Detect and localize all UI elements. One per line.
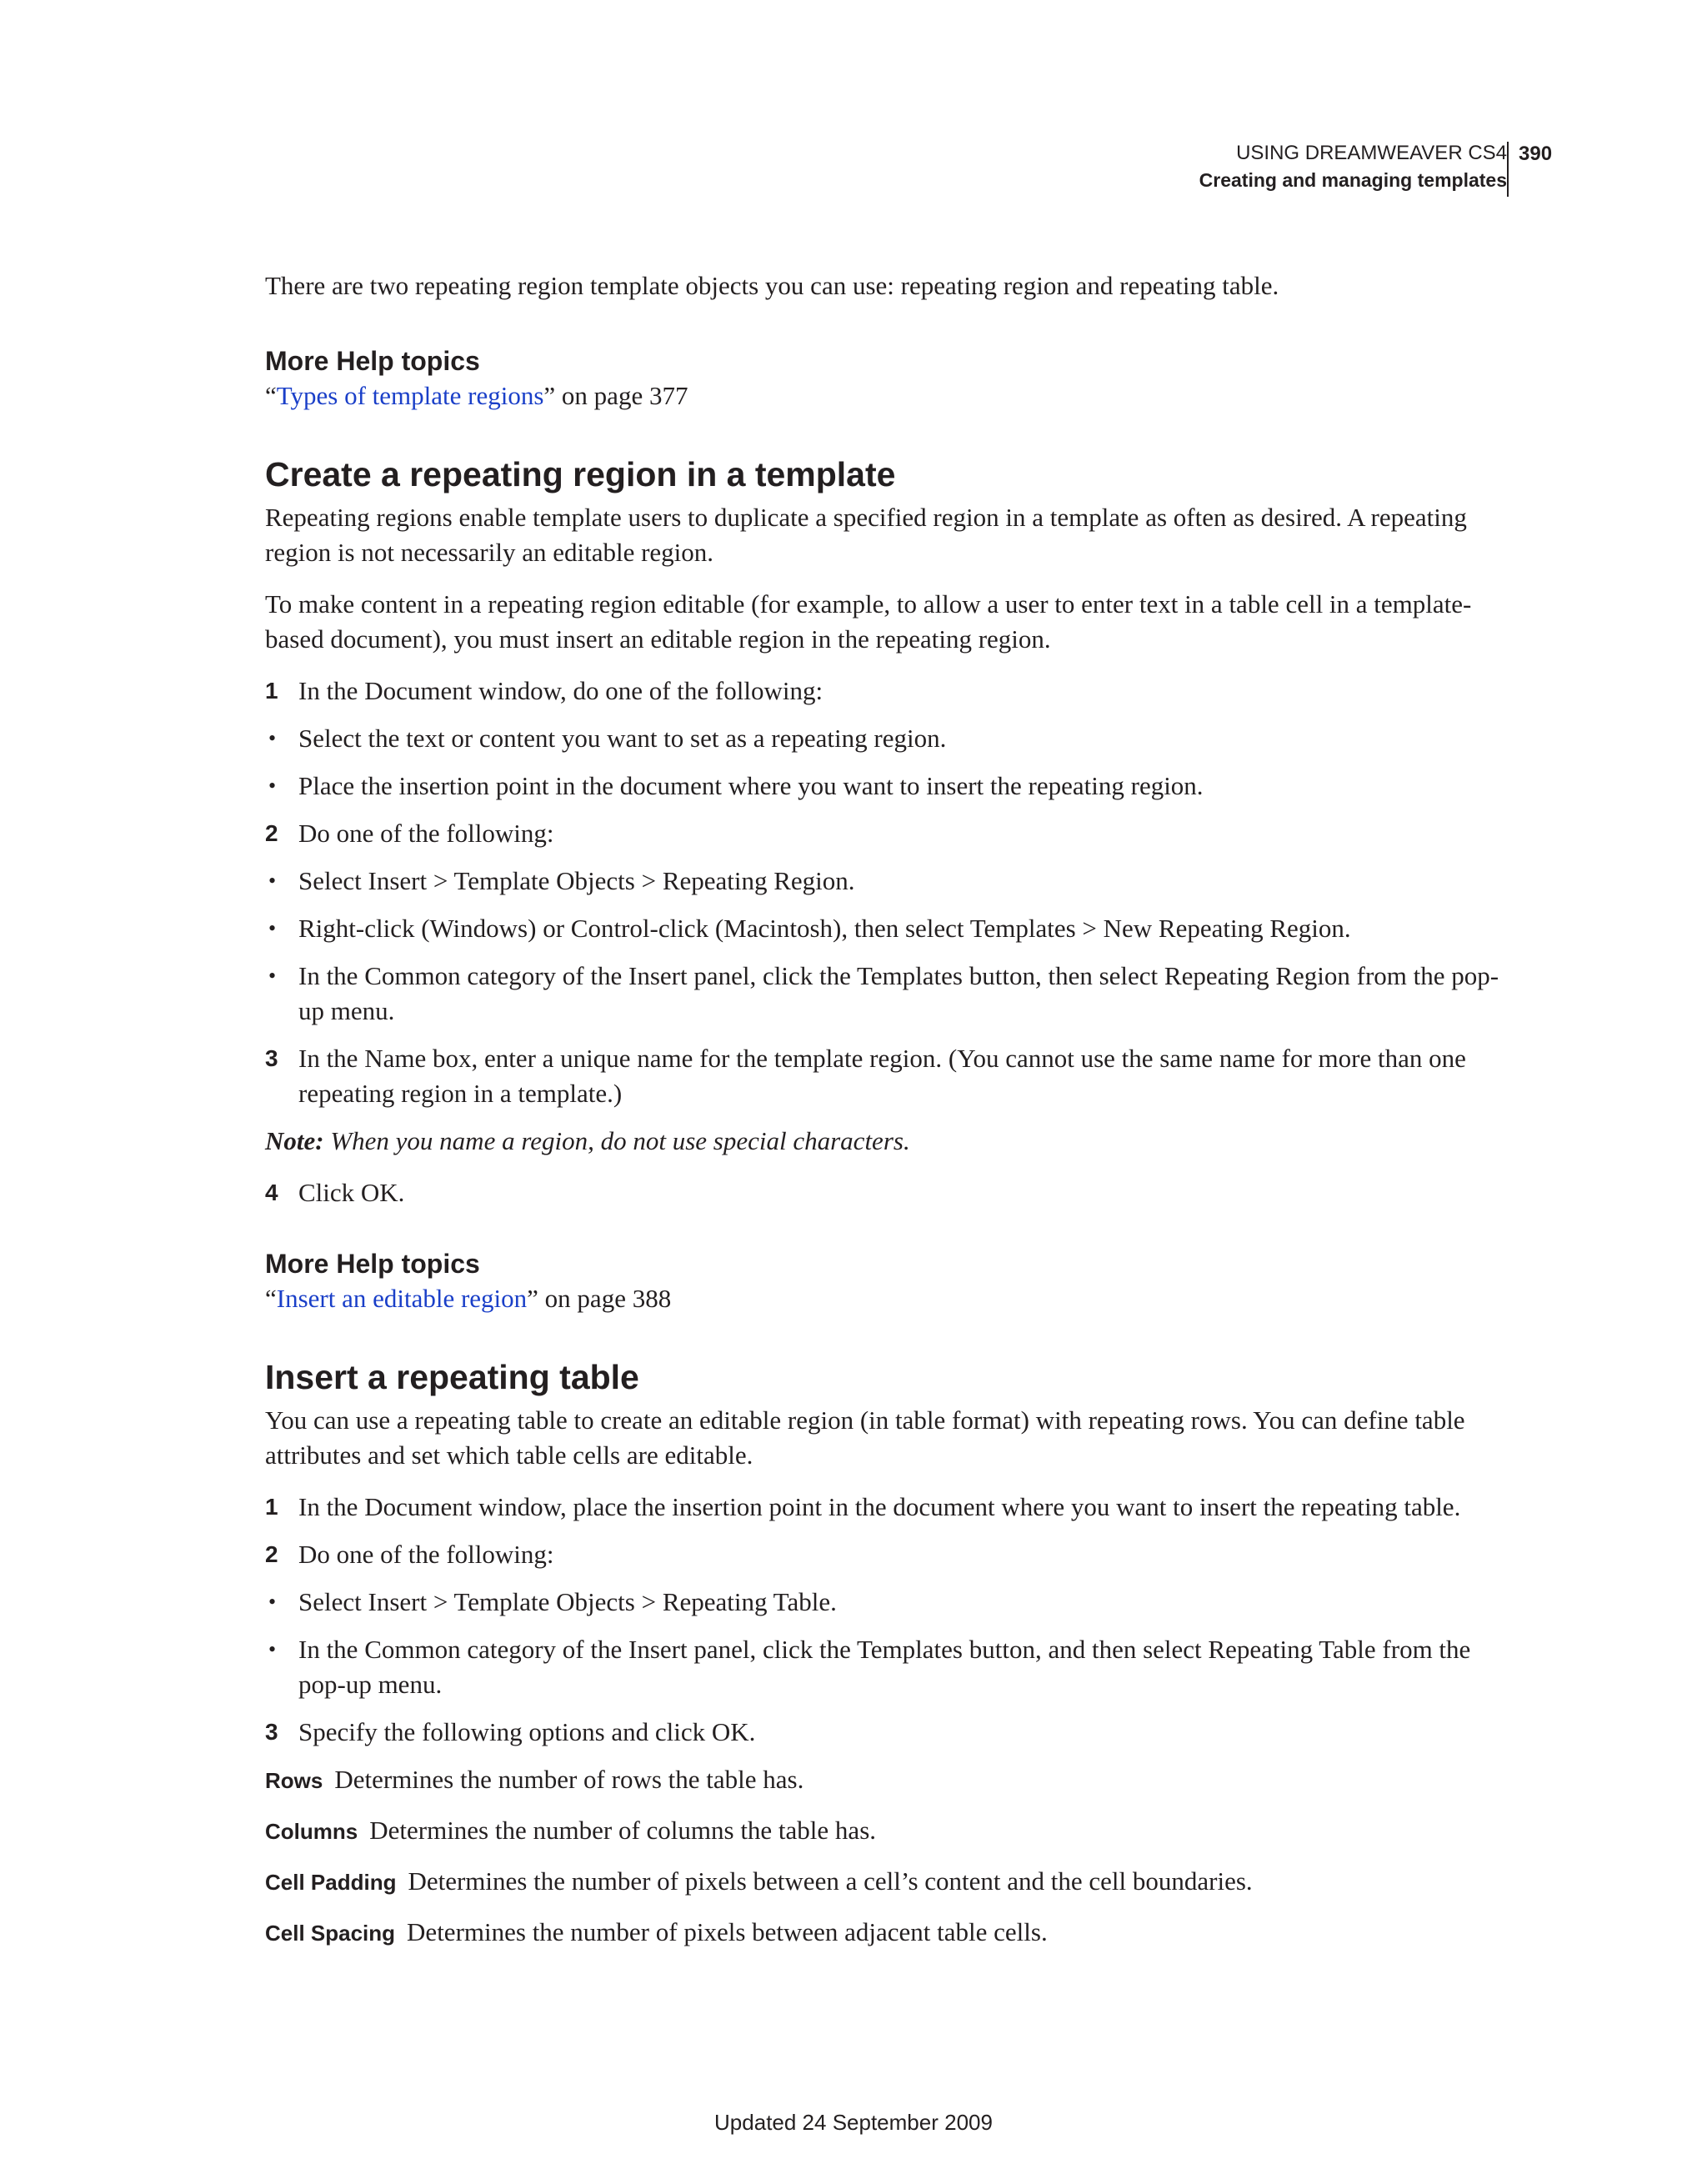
- section1-paragraph-2: To make content in a repeating region editable (for example, to allow a user to enter text in a table cell in a template-based document), you must insert an editable region in the repeating region.: [265, 589, 1472, 654]
- option-cell-spacing: [265, 1915, 1507, 1951]
- note-text: When you name a region, do not use special characters.: [323, 1126, 910, 1155]
- step-number: 1: [265, 1494, 278, 1520]
- more-help-reference: “Types of template regions” on page 377: [265, 381, 688, 410]
- page-content: [265, 268, 1507, 1966]
- more-help-heading: More Help topics: [265, 346, 480, 376]
- more-help-reference: “Insert an editable region” on page 388: [265, 1284, 672, 1313]
- option-term: Rows: [265, 1768, 323, 1793]
- bullet-icon: •: [268, 869, 277, 893]
- bullet-item: • Select Insert > Template Objects > Repeating Table.: [265, 1585, 1507, 1620]
- header-divider: [1507, 142, 1509, 197]
- step-2: [265, 816, 1507, 851]
- page-footer: Updated 24 September 2009: [714, 2110, 993, 2135]
- section-title-repeating-table: Insert a repeating table: [265, 1358, 639, 1396]
- bullet-item: • Right-click (Windows) or Control-click (Macintosh), then select Templates > New Repeating Region.: [265, 911, 1507, 946]
- step-number: 3: [265, 1719, 278, 1745]
- intro-paragraph: There are two repeating region template objects you can use: repeating region and repeating table.: [265, 271, 1279, 300]
- bullet-item: • Select Insert > Template Objects > Repeating Region.: [265, 864, 1507, 899]
- bullet-icon: •: [268, 726, 277, 750]
- step-2: [265, 1537, 1507, 1572]
- step-text: Specify the following options and click OK.: [298, 1717, 756, 1746]
- more-help-heading: More Help topics: [265, 1249, 480, 1279]
- bullet-icon: •: [268, 916, 277, 940]
- note: [265, 1124, 1507, 1159]
- section1-paragraph-1: Repeating regions enable template users to duplicate a specified region in a template as often as desired. A repeating region is not necessarily an editable region.: [265, 503, 1467, 567]
- step-text: In the Name box, enter a unique name for the template region. (You cannot use the same name for more than one repeating region in a template.): [298, 1044, 1466, 1108]
- bullet-icon: •: [268, 964, 277, 988]
- step-text: Do one of the following:: [298, 819, 554, 848]
- running-header: [1199, 140, 1507, 193]
- option-desc: Determines the number of rows the table has.: [334, 1765, 804, 1794]
- option-columns: [265, 1813, 1507, 1849]
- bullet-item: • In the Common category of the Insert panel, click the Templates button, and then select Repeating Table from the pop-up menu.: [265, 1632, 1507, 1702]
- step-number: 1: [265, 678, 278, 704]
- bullet-icon: •: [268, 1637, 277, 1661]
- option-term: Columns: [265, 1819, 358, 1844]
- step-number: 2: [265, 1541, 278, 1567]
- step-3: [265, 1715, 1507, 1750]
- option-rows: [265, 1762, 1507, 1798]
- bullet-icon: •: [268, 1590, 277, 1614]
- step-number: 4: [265, 1180, 278, 1205]
- bullet-icon: •: [268, 774, 277, 798]
- bullet-item: • Place the insertion point in the document where you want to insert the repeating region.: [265, 769, 1507, 804]
- note-label: Note:: [265, 1126, 324, 1155]
- bullet-item: • In the Common category of the Insert panel, click the Templates button, then select Repeating Region from the pop-up menu.: [265, 959, 1507, 1029]
- book-title: USING DREAMWEAVER CS4: [1236, 142, 1507, 164]
- types-of-template-regions-link[interactable]: Types of template regions: [276, 381, 544, 410]
- page-number: 390: [1519, 143, 1553, 165]
- insert-editable-region-link[interactable]: Insert an editable region: [276, 1284, 528, 1313]
- chapter-title: Creating and managing templates: [1199, 169, 1507, 191]
- step-number: 3: [265, 1045, 278, 1071]
- step-4: [265, 1175, 1507, 1210]
- option-desc: Determines the number of pixels between a cell’s content and the cell boundaries.: [408, 1866, 1253, 1896]
- option-term: Cell Padding: [265, 1870, 397, 1895]
- option-cell-padding: [265, 1864, 1507, 1900]
- option-term: Cell Spacing: [265, 1921, 396, 1946]
- step-text: In the Document window, place the insertion point in the document where you want to insert the repeating table.: [298, 1492, 1461, 1521]
- step-1: [265, 1490, 1507, 1525]
- step-3: [265, 1041, 1507, 1111]
- step-number: 2: [265, 820, 278, 846]
- step-1: [265, 674, 1507, 709]
- section2-paragraph-1: You can use a repeating table to create an editable region (in table format) with repeating rows. You can define table attributes and set which table cells are editable.: [265, 1405, 1465, 1470]
- option-desc: Determines the number of columns the table has.: [369, 1816, 877, 1845]
- step-text: In the Document window, do one of the following:: [298, 676, 823, 705]
- option-desc: Determines the number of pixels between adjacent table cells.: [407, 1917, 1048, 1946]
- step-text: Do one of the following:: [298, 1540, 554, 1569]
- bullet-item: • Select the text or content you want to set as a repeating region.: [265, 721, 1507, 756]
- step-text: Click OK.: [298, 1178, 405, 1207]
- section-title-repeating-region: Create a repeating region in a template: [265, 455, 896, 493]
